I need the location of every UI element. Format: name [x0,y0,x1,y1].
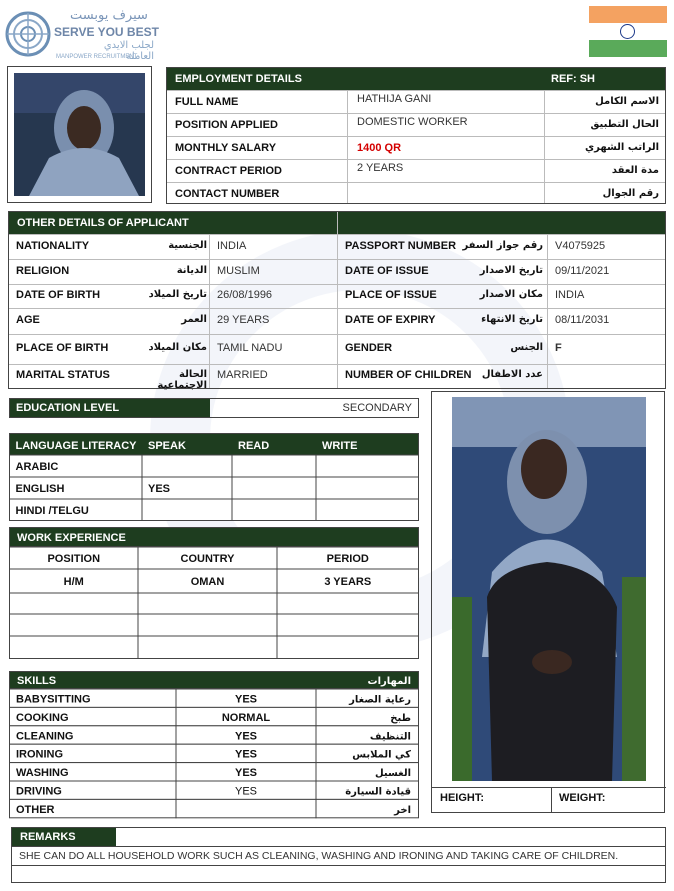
language-cell [232,477,316,499]
employment-arabic-label: الراتب الشهري [585,142,659,153]
other-right-arabic: عدد الاطفال [481,369,543,380]
language-table [9,433,419,521]
other-left-label: PLACE OF BIRTH [16,342,109,354]
other-left-value: MUSLIM [217,264,260,277]
employment-label: FULL NAME [175,96,239,108]
other-right-label: DATE OF ISSUE [345,264,429,277]
work-value: 3 YEARS [324,576,372,588]
skill-arabic: التنظيف [369,731,411,743]
skill-value: NORMAL [221,711,271,724]
employment-arabic-label: رقم الجوال [602,188,659,199]
language-name: ARABIC [15,461,59,473]
work-experience-section [9,527,419,659]
other-right-label: PASSPORT NUMBER [345,239,457,252]
other-right-arabic: تاريخ الانتهاء [481,314,543,325]
language-cell [232,499,316,521]
skill-name: OTHER [16,803,55,816]
employment-ref: REF: SH [551,73,595,85]
ashoka-chakra-icon [620,24,635,39]
other-right-value: 09/11/2021 [555,264,610,277]
language-cell [316,455,419,477]
work-header-title: WORK EXPERIENCE [17,532,126,544]
other-left-value: 29 YEARS [217,314,270,326]
other-left-value: TAMIL NADU [217,342,283,354]
language-cell [142,455,232,477]
education-label: EDUCATION LEVEL [16,402,120,414]
employment-details-section [166,67,666,204]
skills-section [9,671,419,819]
other-right-label: NUMBER OF CHILDREN [345,369,472,381]
other-left-arabic: مكان الميلاد [148,342,207,353]
employment-label: CONTRACT PERIOD [175,165,282,177]
other-left-arabic: الجنسية [168,239,207,251]
india-flag [589,6,667,57]
skill-value: YES [234,730,258,743]
other-right-arabic: الجنس [510,342,543,353]
work-cell [277,614,419,636]
other-right-label: GENDER [345,342,393,354]
employment-arabic-label: الحال التطبيق [590,119,659,130]
other-right-label: DATE OF EXPIRY [345,314,436,326]
other-left-value: 26/08/1996 [217,289,273,301]
employment-value: 2 YEARS [357,162,404,174]
skill-value: YES [234,693,258,706]
other-left-value: MARRIED [217,369,268,381]
work-value: OMAN [190,576,225,588]
work-column-header: COUNTRY [180,553,235,565]
other-right-label: PLACE OF ISSUE [345,289,437,301]
remarks-section [11,827,666,883]
other-left-label: MARITAL STATUS [16,369,110,381]
employment-value: HATHIJA GANI [357,93,432,105]
skill-arabic: قيادة السيارة [345,786,411,798]
skill-arabic: كي الملابس [352,749,411,761]
skill-arabic: الغسيل [374,768,411,780]
skill-arabic: طبخ [390,712,411,724]
work-value: H/M [63,576,84,588]
other-left-arabic: الديانة [176,264,207,276]
skill-name: CLEANING [16,730,74,743]
other-right-value: 08/11/2031 [555,314,610,326]
skill-value: YES [234,748,258,761]
work-cell [10,614,139,636]
skills-header-title: SKILLS [17,675,57,687]
work-cell [138,593,277,614]
language-header-cell: WRITE [322,440,358,452]
skill-arabic: رعاية الصغار [349,694,411,706]
skill-value: YES [234,785,258,798]
skill-arabic: اخر [394,804,411,816]
work-cell [277,593,419,614]
other-details-header: OTHER DETAILS OF APPLICANT [17,217,189,229]
language-cell [142,499,232,521]
skill-name: IRONING [16,748,64,761]
logo-arabic-title: سيرف يوبست [70,8,148,23]
skills-cell [176,799,316,817]
other-left-value: INDIA [217,239,247,252]
skills-table [9,671,419,819]
other-left-arabic: العمر [181,314,207,325]
education-value: SECONDARY [342,402,412,414]
language-section [9,433,419,521]
weight-label: WEIGHT: [559,792,606,804]
language-cell [316,499,419,521]
skill-name: WASHING [16,767,69,780]
work-experience-table [9,527,419,659]
education-section [9,398,419,418]
other-right-value: F [555,342,562,354]
language-name: ENGLISH [15,483,65,495]
skill-name: BABYSITTING [16,693,91,706]
language-cell [232,455,316,477]
skills-header-row [10,672,419,689]
other-details-section [8,211,666,389]
employment-label: POSITION APPLIED [175,119,278,131]
skill-name: DRIVING [16,785,62,798]
remarks-header: REMARKS [20,831,76,843]
other-right-arabic: رقم جواز السفر [462,239,543,251]
logo-arabic-subtitle: لجلب الايدي العاملة [103,40,154,62]
other-right-arabic: مكان الاصدار [479,289,543,300]
employment-value: DOMESTIC WORKER [357,116,468,128]
other-right-value: INDIA [555,289,585,301]
applicant-photo-large [431,391,665,813]
work-cell [138,614,277,636]
other-left-label: RELIGION [16,264,70,277]
language-name: HINDI /TELGU [15,505,89,517]
language-header-cell: SPEAK [148,440,186,452]
other-left-label: DATE OF BIRTH [16,289,101,301]
skills-header-arabic: المهارات [367,676,411,687]
other-left-label: AGE [16,314,40,326]
logo-subtitle: MANPOWER RECRUITMENT [56,54,138,60]
other-right-arabic: تاريخ الاصدار [479,264,543,276]
other-left-arabic: تاريخ الميلاد [148,289,207,300]
work-column-header: PERIOD [326,553,369,565]
work-cell [277,636,419,659]
language-header-cell: READ [238,440,270,452]
work-cell [10,636,139,659]
skill-name: COOKING [16,711,69,724]
employment-arabic-label: الاسم الكامل [595,96,659,107]
company-logo [4,6,159,62]
language-header-cell: LANGUAGE LITERACY [15,440,137,452]
work-column-header: POSITION [47,553,101,565]
height-label: HEIGHT: [440,792,484,804]
skill-value: YES [234,767,258,780]
employment-arabic-label: مدة العقد [611,165,659,176]
logo-title: SERVE YOU BEST [54,25,159,39]
applicant-photo-small [7,66,152,203]
other-right-value: V4075925 [555,239,606,252]
logo-emblem-icon [4,8,52,60]
employment-label: MONTHLY SALARY [175,142,277,154]
work-cell [10,593,139,614]
remarks-text: SHE CAN DO ALL HOUSEHOLD WORK SUCH AS CLEANING, WASHING AND IRONING AND TAKING CARE OF CHILDREN. [19,850,619,862]
employment-label: CONTACT NUMBER [175,188,280,200]
other-left-label: NATIONALITY [16,239,90,252]
other-left-arabic: الحالة الاجتماعية [157,369,207,391]
employment-header: EMPLOYMENT DETAILS [175,73,302,85]
employment-value: 1400 QR [357,142,402,154]
work-cell [138,636,277,659]
language-value: YES [148,483,171,495]
language-cell [316,477,419,499]
